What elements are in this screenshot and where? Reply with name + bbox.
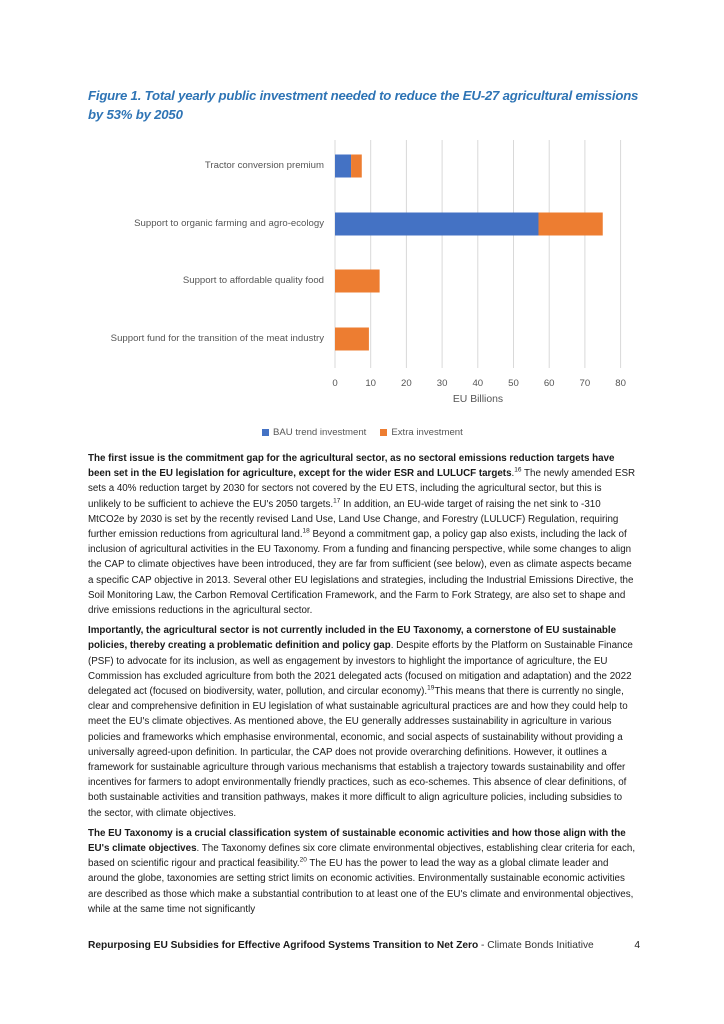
paragraph-text: . The Taxonomy defines six core climate environmental objectives, establishing clear criteria for each, based on scientific rigour and practical feasibility. (88, 843, 636, 870)
bar-segment (335, 270, 380, 293)
chart-plot-area (0, 140, 724, 440)
category-label: Support to organic farming and agro-ecology (134, 218, 324, 229)
legend-item-extra (380, 427, 462, 438)
x-tick-label: 70 (579, 378, 591, 389)
legend-swatch-bau (262, 429, 269, 436)
paragraph-text: In addition, an EU-wide target of raising the net sink to -310 MtCO2e by 2030 is set by the recently revised Land Use, Land Use Change, and Forestry (LULUCF) Regulation, requiring further emission reductions from agricultural land. (88, 498, 619, 541)
chart-legend (262, 427, 463, 438)
paragraph (88, 826, 636, 917)
paragraph-lead: The first issue is the commitment gap for the agricultural sector, as no sectoral emissions reduction targets have been set in the EU legislation for agriculture, except for the wider ESR and LULUCF targets (88, 453, 615, 480)
body-text (88, 451, 636, 922)
footnote-ref[interactable]: 19 (427, 684, 435, 692)
paragraph-lead: The EU Taxonomy is a crucial classification system of sustainable economic activities and how those align with the EU's climate objectives (88, 827, 626, 855)
footer-title (88, 940, 594, 951)
x-tick-label: 10 (365, 378, 377, 389)
x-tick-label: 40 (472, 378, 484, 389)
paragraph-text: Beyond a commitment gap, a policy gap also exists, including the lack of inclusion of agricultural activities in the EU Taxonomy. From a funding and financing perspective, while some changes to align the CAP to climate objectives have been introduced, they are far from sufficient (see below), even as climate aspects became a specific CAP objective in 2013. Several other EU legislations and strategies, including the Industrial Emissions Directive, the Soil Monitoring Law, the Carbon Removal Certification Framework, and the Farm to Fork Strategy, are also set to shape and drive emissions reductions in the agricultural sector. (88, 529, 634, 617)
x-tick-label: 20 (401, 378, 412, 389)
legend-label: BAU trend investment (273, 427, 367, 438)
category-label: Support fund for the transition of the meat industry (110, 333, 324, 344)
bar-segment (538, 213, 602, 236)
x-axis-label: EU Billions (452, 394, 504, 405)
paragraph-text: The EU has the power to lead the way as a global climate leader and around the globe, taxonomies are setting strict limits on economic activities. Environmentally sustainable economic activities are described as those which make a substantial contribution to at least one of the EU's climate and environmental objectives, while at the same time not significantly (88, 858, 634, 915)
paragraph-text: This means that there is currently no single, clear and comprehensive definition in EU legislation of what sustainable agricultural practices are and how they could help to meet the EU's climate objectives. As mentioned above, the EU generally addresses sustainability in agriculture in various policies and frameworks which emphasise environmental, economic, and social aspects of sustainability without providing a universally agreed-upon definition. In particular, the CAP does not provide overarching definitions. However, it outlines a framework for sustainable agriculture through various mechanisms that establish a trajectory towards sustainability and offer incentives for farmers to adopt environmentally friendly practices, such as eco-schemes. This absence of clear definitions, of both sustainable activities and transition pathways, makes it more difficult to align agriculture policies, including subsidies to the sector, with climate objectives. (88, 686, 628, 819)
legend-swatch-extra (380, 429, 387, 436)
legend-label: Extra investment (391, 427, 463, 438)
legend-item-bau (262, 427, 366, 438)
footer-org: Climate Bonds Initiative (487, 940, 594, 951)
paragraph-text: . Despite efforts by the Platform on Sustainable Finance (PSF) to advocate for its inclusion, as well as engagement by investors to highlight the importance of agriculture, the EU Commission has excluded agriculture from both the 2021 delegated acts (focused on mitigation and adaptation) and the 2022 delegated act (focused on biodiversity, water, pollution, and circular economy). (88, 640, 633, 698)
page-number: 4 (634, 940, 640, 951)
x-tick-label: 30 (436, 378, 448, 389)
paragraph-lead: Importantly, the agricultural sector is not currently included in the EU Taxonomy, a cornerstone of EU sustainable policies, thereby creating a problematic definition and policy gap (88, 625, 617, 652)
footnote-ref[interactable]: 16 (514, 466, 522, 474)
x-tick-label: 80 (615, 378, 626, 389)
category-label: Tractor conversion premium (204, 160, 324, 171)
paragraph (88, 623, 636, 821)
bar-chart (0, 140, 724, 440)
x-tick-label: 50 (508, 378, 519, 389)
x-tick-label: 60 (543, 378, 555, 389)
bar-segment (335, 328, 369, 351)
bar-segment (335, 155, 351, 178)
x-tick-label: 0 (332, 378, 338, 389)
page-footer (88, 940, 640, 951)
footnote-ref[interactable]: 20 (299, 857, 307, 865)
category-label: Support to affordable quality food (182, 275, 324, 286)
bar-segment (335, 213, 538, 236)
footnote-ref[interactable]: 17 (333, 497, 341, 505)
paragraph-text: The newly amended ESR sets a 40% reduction target by 2030 for sectors not covered by the EU ETS, including the agricultural sector, but this is unlikely to be sufficient to achieve the EU's 2050 targets. (88, 468, 636, 510)
bar-segment (351, 155, 362, 178)
footer-doc-title: Repurposing EU Subsidies for Effective Agrifood Systems Transition to Net Zero (88, 940, 479, 951)
footnote-ref[interactable]: 18 (302, 527, 310, 535)
footer-separator: - (478, 940, 488, 951)
figure-title: Figure 1. Total yearly public investment needed to reduce the EU-27 agricultural emissions by 53% by 2050 (88, 88, 639, 122)
paragraph: The first issue is the commitment gap for the agricultural sector, as no sectoral emissions reduction targets have been set in the EU legislation for agriculture, except for the wider ESR and LULUCF targets.$^{16}$ The newly amended ESR sets a 40% reduction target by 2030 for sectors not covered by the EU ETS, including the agricultural sector, but this is unlikely to be sufficient to achieve the EU's 2050 targets.$^{17}$ In addition, an EU-wide target of raising the net sink to -310 MtCO2e by 2030 is set by the recently revised Land Use, Land Use Change, and Forestry (LULUCF) Regulation, requiring further emission reductions from agricultural land.$^{18}$ Beyond a commitment gap, a policy gap also exists, including the lack of inclusion of agricultural activities in the EU Taxonomy. From a funding and financing perspective, while some changes to align the CAP to climate objectives have been introduced, they are far from sufficient (see below), even as climate aspects became a specific CAP objective in 2013. Several other EU legislations and strategies, including the Industrial Emissions Directive, the Soil Monitoring Law, the Carbon Removal Certification Framework, and the Farm to Fork Strategy, are also set to shape and drive emissions reductions in the agricultural sector. (88, 453, 636, 617)
